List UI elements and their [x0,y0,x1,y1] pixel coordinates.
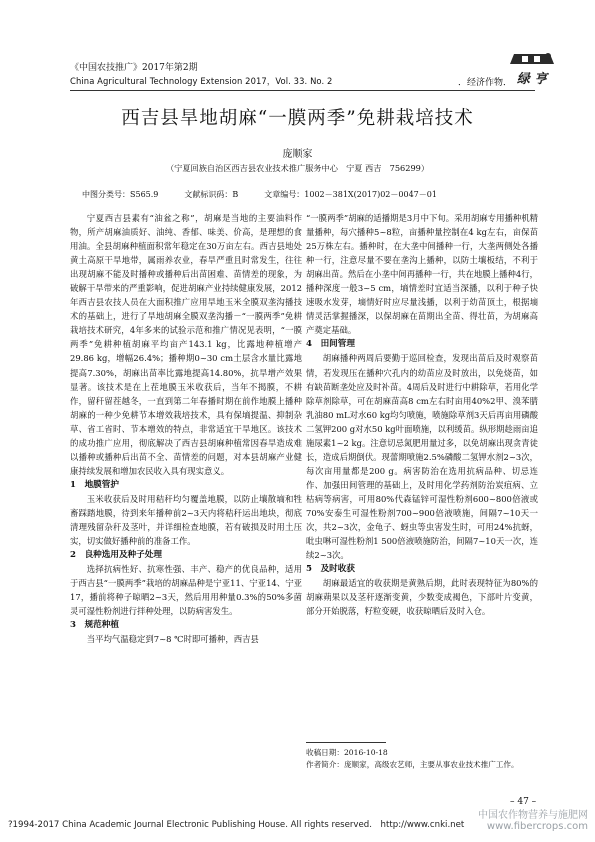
article-number: 文章编号：1002－381X(2017)02－0047－01 [264,190,437,199]
paragraph: “一膜两季”胡麻的适播期是3月中下旬。采用胡麻专用播种机精量播种，每穴播种5~8粒，亩播种量控制在4 kg左右，亩保苗25万株左右。播种时，在大垄中间播种一行，大垄两侧处各播种一行，注意尽量不要在垄沟上播种，以防土壤板结，不利于胡麻出苗。然后在小垄中间再播种一行，共在地膜上播种4行，播种深度一般3~5 cm，墒情差时宜适当深播，以利于种子快速吸水发芽，墒情好时应尽量浅播，以利于幼苗顶土，根据墒情灵活掌握播深，以保胡麻在苗期出全苗、得壮苗，为胡麻高产奠定基础。 [306,213,538,336]
paragraph: 选择抗病性好、抗寒性强、丰产、稳产的优良品种，适用于西吉县“一膜两季”栽培的胡麻品种是宁亚11、宁亚14、宁亚17，播前将种子晾晒2~3天，然后用用种量0.3%的50%多菌灵可湿性粉剂进行拌种处理，以防病害发生。 [70,564,302,617]
left-column [70,211,302,646]
copyright-notice: ?1994-2017 China Academic Journal Electronic Publishing House. All rights reserved. http://www.cnki.net [8,820,465,830]
document-code: 文献标识码：B [184,190,239,199]
section-heading: 4 田间管理 [306,339,355,350]
journal-title-en: China Agricultural Technology Extension 2017，Vol. 33. No. 2 [70,76,333,86]
right-column [306,211,538,618]
article-title: 西吉县旱地胡麻“一膜两季”免耕栽培技术 [121,108,474,129]
section-heading: 1 地膜管护 [70,479,119,490]
journal-logo-icon [508,50,556,90]
header-rule [70,90,535,91]
paragraph: 胡麻最适宜的收获期是黄熟后期，此时表现特征为80%的胡麻蒴果以及茎秆逐渐变黄，少数变成褐色，下部叶片变黄，部分开始脱落，籽粒变硬，收获晾晒后及时入仓。 [306,578,538,617]
column-label: ．经济作物． [458,78,513,88]
author: 庞顺家 [282,149,313,160]
logo-text: 绿 亨 [516,72,548,87]
affiliation: （宁夏回族自治区西吉县农业技术推广服务中心 宁夏 西吉 756299） [165,163,430,173]
paragraph: 宁夏西吉县素有“油盆之称”，胡麻是当地的主要油料作物，所产胡麻油质好、油纯、香郁、味美、价高，是理想的食用油。全县胡麻种植面积常年稳定在30万亩左右。西吉县地处黄土高原干旱地带，属雨养农业，春旱严重且时常发生，往往出现胡麻不能及时播种或播种后出苗困难、苗情差的现象，为破解干旱带来的严重影响，促进胡麻产业持续健康发展，2012年西吉县农技人员在大面积推广应用旱地玉米全膜双垄沟播技术的基础上，进行了旱地胡麻全膜双垄沟播－“一膜两季”免耕栽培技术研究，4年多来的试验示范和推广情况见表明，“一膜两季”免耕种植胡麻平均亩产143.1 kg，比露地种植增产29.86 kg，增幅26.4%；播种期0~30 cm土层含水量比露地提高7.30%，胡麻出苗率比露地提高14.80%，抗旱增产效果显著。该技术是在上茬地膜玉米收获后，当年不揭膜，不耕作，留秆留茬越冬，一直到第二年春播时期在前作地膜上播种胡麻的一种少免耕节本增效栽培技术，具有保墒提温、抑制杂草、省工省时、节本增效的特点，非常适宜干旱地区。该技术的成功推广应用，彻底解决了西吉县胡麻种植常因春旱造成难以播种或播种后出苗不全、苗情差的问题，对本县胡麻产业健康持续发展和增加农民收入具有现实意义。 [70,213,302,476]
author-bio: 作者简介：庞顺家，高级农艺师，主要从事农业技术推广工作。 [306,760,519,769]
footnote-rule [306,742,386,743]
paragraph: 玉米收获后及时用秸秆均匀覆盖地膜，以防止壤散墒和牲畜踩踏地膜，待到来年播种前2~3天内将秸秆运出地块，彻底清理残留杂秆及茎叶，并详细检查地膜，若有破损及时用土压实，切实做好播种前的准备工作。 [70,493,302,547]
footnote [306,742,538,771]
paragraph: 当平均气温稳定到7~8 ℃时即可播种，西吉县 [86,634,259,645]
page-number: – 47 – [510,797,537,807]
section-heading: 2 良种选用及种子处理 [70,550,162,561]
clc-number: 中图分类号：S565.9 [82,190,159,199]
article-meta [82,189,437,200]
journal-title-cn: 《中国农技推广》2017年第2期 [70,63,198,73]
section-heading: 5 及时收获 [306,564,355,575]
paragraph: 胡麻播种两周后要勤于巡回检查，发现出苗后及时观察苗情，若发现压在播种穴孔内的幼苗应及时放出，以免烧苗，如有缺苗断垄处应及时补苗。4周后及时进行中耕除草，若用化学除草剂除草，可在胡麻苗高8 cm左右时亩用40%2甲、溴苯腈乳油80 mL对水60 kg均匀喷施，喷施除草剂3天后再亩用磷酸二氢钾200 g对水50 kg叶面喷施，以利缓苗。纵形期趁雨亩追施尿素1~2 kg。注意切忌氮肥用量过多，以免胡麻出现贪青徒长，造成后期倒伏。现蕾期喷施2.5%磷酸二氢钾水剂2~3次，每次亩用量都是200 g。病害防治在选用抗病品种、切忌连作、加强田间管理的基础上，及时用化学药剂防治炭疽病、立枯病等病害，可用80%代森锰锌可湿性粉剂600~800倍液或70%安泰生可湿性粉剂700~900倍液喷施，间隔7~10天一次，共2~3次，金龟子、蚜虫等虫害发生时，可用24%抗蚜，吡虫啉可湿性粉剂1 500倍液喷施防治，间隔7~10天一次，连续2~3次。 [306,353,539,561]
received-date: 收稿日期：2016-10-18 [306,748,388,757]
section-heading: 3 规范种植 [70,620,119,631]
watermark: 中国农作物营养与施肥网 www.fibercrops.com [478,810,588,832]
